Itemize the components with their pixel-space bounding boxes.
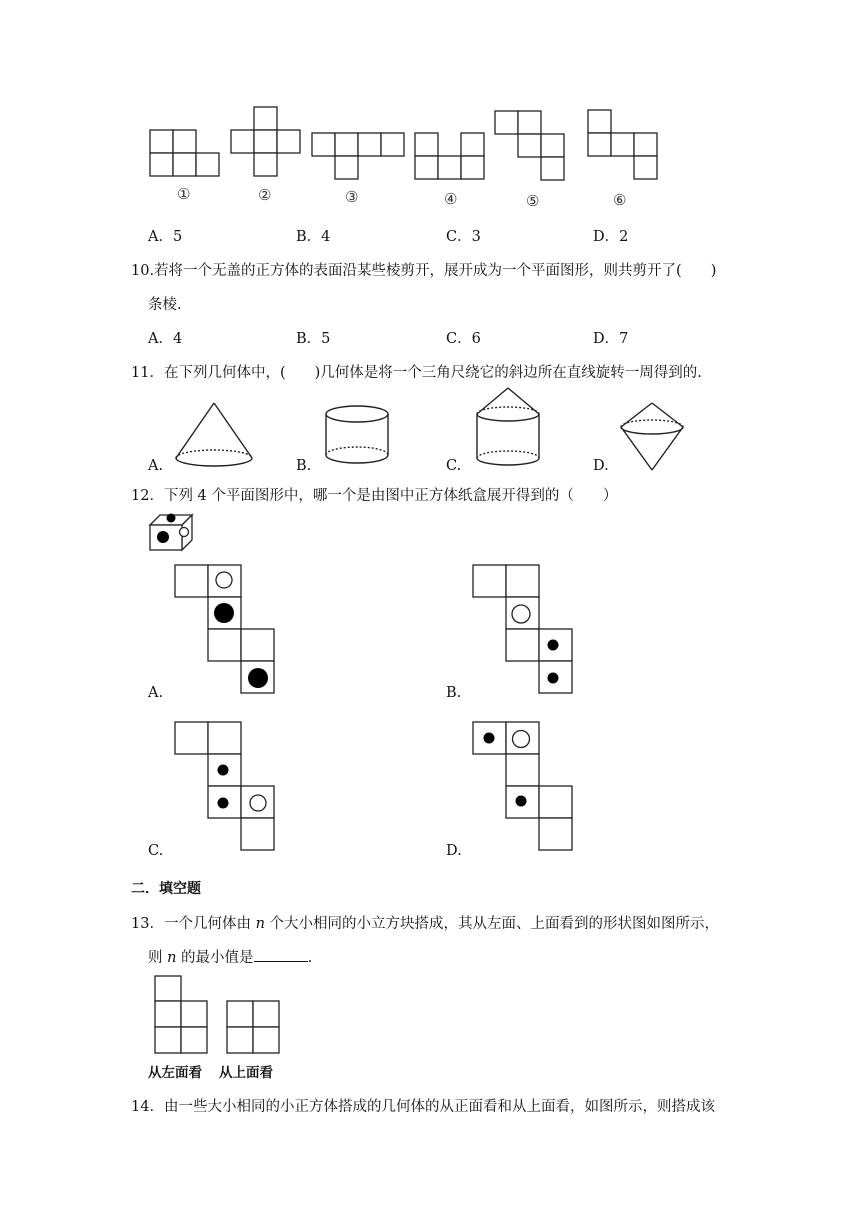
net-label-2: ② (258, 186, 272, 204)
q13-text-part5: . (307, 950, 313, 966)
q9-option-b[interactable]: B．4 (296, 229, 331, 245)
q10-text-line1: 10.若将一个无盖的正方体的表面沿某些棱剪开，展开成为一个平面图形，则共剪开了( ) (131, 263, 717, 279)
top-view-shape (227, 1001, 279, 1053)
q12-option-d[interactable]: D. (446, 843, 462, 859)
q10-text-line2: 条棱. (148, 297, 182, 313)
q10-option-c[interactable]: C．6 (446, 331, 481, 347)
q13-text-part4: 的最小值是 (176, 950, 254, 966)
q11-option-c[interactable]: C. (446, 458, 462, 474)
q10-option-d[interactable]: D．7 (593, 331, 629, 347)
q11-option-b[interactable]: B. (296, 458, 312, 474)
net-label-6: ⑥ (613, 191, 627, 209)
q11-option-a[interactable]: A. (148, 458, 164, 474)
q14-text: 14．由一些大小相同的小正方体搭成的几何体的从正面看和从上面看，如图所示，则搭成该 (131, 1099, 715, 1115)
section-title: 二．填空题 (131, 881, 201, 897)
net-label-1: ① (177, 185, 191, 203)
q11-text: 11．在下列几何体中，( )几何体是将一个三角尺绕它的斜边所在直线旋转一周得到的. (131, 365, 702, 381)
q12-option-b[interactable]: B. (446, 685, 462, 701)
q12-option-a[interactable]: A. (148, 685, 164, 701)
net-label-5: ⑤ (526, 192, 540, 210)
left-view-label: 从左面看 (148, 1065, 202, 1081)
q9-option-d[interactable]: D．2 (593, 229, 629, 245)
left-view-shape (155, 976, 207, 1053)
q13-variable: n (255, 916, 265, 932)
net-label-3: ③ (345, 188, 359, 206)
q12-option-c[interactable]: C. (148, 843, 164, 859)
q12-text: 12．下列 4 个平面图形中，哪一个是由图中正方体纸盒展开得到的（ ） (131, 488, 618, 504)
q13-text-part2: 个大小相同的小立方块搭成，其从左面、上面看到的形状图如图所示， (264, 916, 720, 932)
q9-option-a[interactable]: A．5 (148, 229, 183, 245)
q13-text-part3: 则 (148, 950, 168, 966)
q10-option-b[interactable]: B．5 (296, 331, 331, 347)
q13-text-part1: 13．一个几何体由 (131, 916, 256, 932)
top-view-label: 从上面看 (219, 1065, 273, 1081)
net-label-4: ④ (444, 190, 458, 208)
q9-option-c[interactable]: C．3 (446, 229, 481, 245)
q10-option-a[interactable]: A．4 (148, 331, 183, 347)
q11-option-d[interactable]: D. (593, 458, 609, 474)
q13-variable-2: n (167, 950, 177, 966)
